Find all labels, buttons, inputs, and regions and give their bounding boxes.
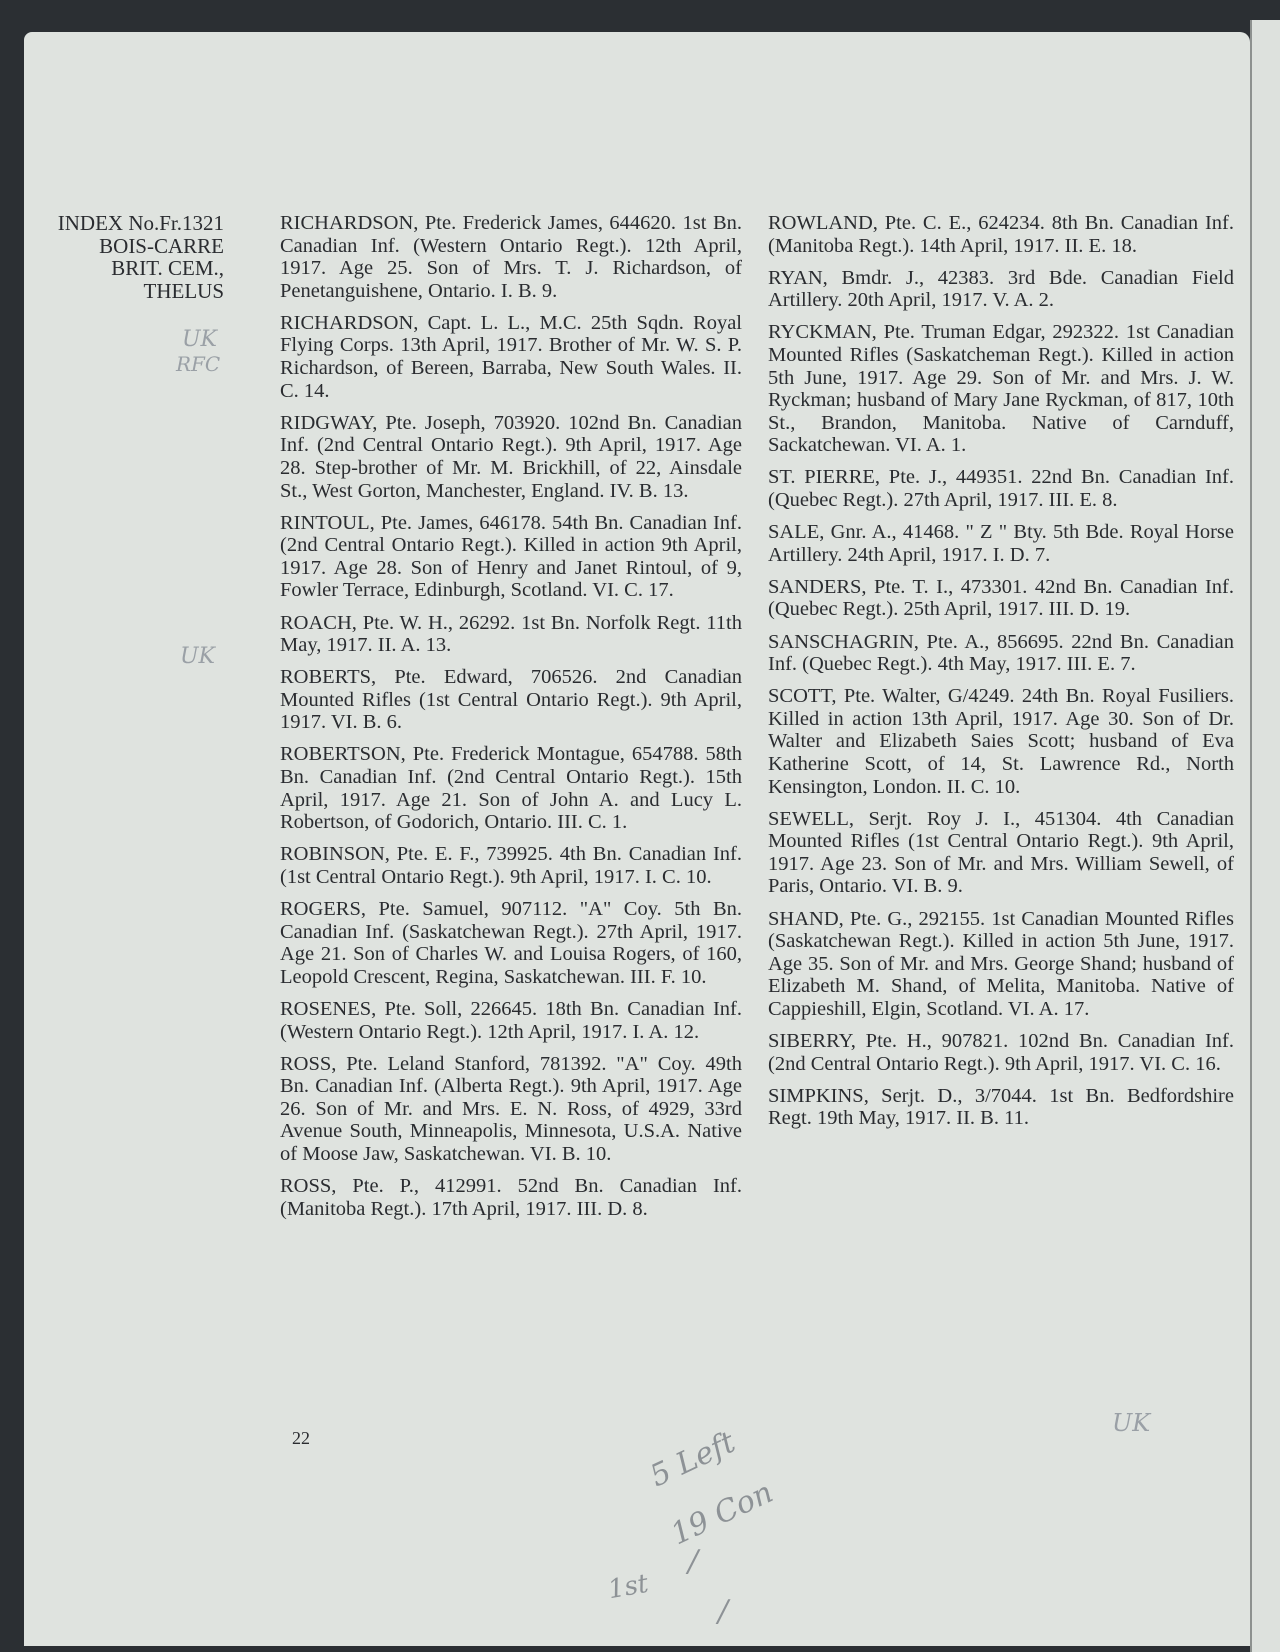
right-column — [768, 212, 1234, 1139]
pencil-annotation: 19 Con — [665, 1474, 779, 1553]
handwritten-note: UK — [182, 327, 217, 352]
index-line: THELUS — [143, 278, 224, 303]
cemetery-index — [58, 212, 224, 302]
pencil-annotation: 1st — [605, 1568, 651, 1606]
casualty-entry: ROBINSON, Pte. E. F., 739925. 4th Bn. Canadian Inf. (1st Central Ontario Regt.). 9th April, 1917. I. C. 10. — [280, 843, 742, 888]
casualty-entry: SANSCHAGRIN, Pte. A., 856695. 22nd Bn. Canadian Inf. (Quebec Regt.). 4th May, 1917. III. E. 7. — [768, 630, 1234, 676]
casualty-entry: ROBERTS, Pte. Edward, 706526. 2nd Canadian Mounted Rifles (1st Central Ontario Regt.). 9th April, 1917. VI. B. 6. — [280, 666, 742, 734]
casualty-entry: SEWELL, Serjt. Roy J. I., 451304. 4th Canadian Mounted Rifles (1st Central Ontario Regt.). 9th April, 1917. Age 23. Son of Mr. and Mrs. William Sewell, of Paris, Ontario. VI. B. 9. — [768, 807, 1234, 898]
casualty-entry: SIMPKINS, Serjt. D., 3/7044. 1st Bn. Bedfordshire Regt. 19th May, 1917. II. B. 11. — [768, 1084, 1234, 1130]
index-line: BOIS-CARRE — [99, 233, 224, 258]
handwritten-note: RFC — [176, 352, 221, 376]
casualty-entry: RYCKMAN, Pte. Truman Edgar, 292322. 1st Canadian Mounted Rifles (Saskatcheman Regt.). Killed in action 5th June, 1917. Age 29. Son of Mr. and Mrs. J. W. Ryckman; husband of Mary Jane Ryckman, of 817, 10th St., Brandon, Manitoba. Native of Carnduff, Sackatchewan. VI. A. 1. — [768, 321, 1234, 457]
casualty-entry: ROWLAND, Pte. C. E., 624234. 8th Bn. Canadian Inf. (Manitoba Regt.). 14th April, 1917. II. E. 18. — [768, 212, 1234, 257]
casualty-entry: SIBERRY, Pte. H., 907821. 102nd Bn. Canadian Inf. (2nd Central Ontario Regt.). 9th April, 1917. VI. C. 16. — [768, 1030, 1234, 1075]
casualty-entry: RINTOUL, Pte. James, 646178. 54th Bn. Canadian Inf. (2nd Central Ontario Regt.). Killed in action 9th April, 1917. Age 28. Son of Henry and Janet Rintoul, of 9, Fowler Terrace, Edinburgh, Scotland. VI. C. 17. — [280, 511, 742, 602]
adjacent-page-edge — [1250, 20, 1280, 1652]
casualty-entry: SHAND, Pte. G., 292155. 1st Canadian Mounted Rifles (Saskatchewan Regt.). Killed in action 5th June, 1917. Age 35. Son of Mr. and Mrs. George Shand; husband of Elizabeth M. Shand, of Melita, Manitoba. Native of Cappieshill, Elgin, Scotland. VI. A. 17. — [768, 907, 1234, 1020]
handwritten-note: UK — [180, 644, 215, 669]
index-line: BRIT. CEM., — [111, 256, 224, 280]
casualty-entry: SCOTT, Pte. Walter, G/4249. 24th Bn. Royal Fusiliers. Killed in action 13th April, 1917. Age 30. Son of Dr. Walter and Elizabeth Saies Scott; husband of Eva Katherine Scott, of 14, St. Lawrence Rd., North Kensington, London. II. C. 10. — [768, 685, 1234, 798]
casualty-entry: ROGERS, Pte. Samuel, 907112. "A" Coy. 5th Bn. Canadian Inf. (Saskatchewan Regt.). 27th April, 1917. Age 21. Son of Charles W. and Louisa Rogers, of 160, Leopold Crescent, Regina, Saskatchewan. III. F. 10. — [280, 898, 742, 988]
document-page — [24, 32, 1250, 1646]
casualty-entry: ROACH, Pte. W. H., 26292. 1st Bn. Norfolk Regt. 11th May, 1917. II. A. 13. — [280, 611, 742, 657]
casualty-entry: RICHARDSON, Capt. L. L., M.C. 25th Sqdn. Royal Flying Corps. 13th April, 1917. Brother of Mr. W. S. P. Richardson, of Bereen, Barraba, New South Wales. II. C. 14. — [280, 311, 742, 402]
pencil-annotation: 5 Left — [644, 1424, 741, 1495]
pencil-annotation: / — [718, 1594, 729, 1629]
handwritten-note: UK — [1112, 1409, 1151, 1437]
casualty-entry: ST. PIERRE, Pte. J., 449351. 22nd Bn. Canadian Inf. (Quebec Regt.). 27th April, 1917. III. E. 8. — [768, 466, 1234, 512]
page-number: 22 — [292, 1428, 310, 1448]
index-line: INDEX No.Fr.1321 — [57, 211, 224, 235]
casualty-entry: RIDGWAY, Pte. Joseph, 703920. 102nd Bn. Canadian Inf. (2nd Central Ontario Regt.). 9th April, 1917. Age 28. Step-brother of Mr. M. Brickhill, of 22, Ainsdale St., West Gorton, Manchester, England. IV. B. 13. — [280, 411, 742, 502]
casualty-entry: ROSS, Pte. P., 412991. 52nd Bn. Canadian Inf. (Manitoba Regt.). 17th April, 1917. III. D. 8. — [280, 1175, 742, 1220]
pencil-annotation: / — [688, 1544, 699, 1579]
casualty-entry: SALE, Gnr. A., 41468. " Z " Bty. 5th Bde. Royal Horse Artillery. 24th April, 1917. I. D. 7. — [768, 521, 1234, 566]
left-column — [280, 212, 742, 1230]
casualty-entry: RICHARDSON, Pte. Frederick James, 644620. 1st Bn. Canadian Inf. (Western Ontario Regt.). 12th April, 1917. Age 25. Son of Mrs. T. J. Richardson, of Penetanguishene, Ontario. I. B. 9. — [280, 212, 742, 302]
casualty-entry: ROSS, Pte. Leland Stanford, 781392. "A" Coy. 49th Bn. Canadian Inf. (Alberta Regt.). 9th April, 1917. Age 26. Son of Mr. and Mrs. E. N. Ross, of 4929, 33rd Avenue South, Minneapolis, Minnesota, U.S.A. Native of Moose Jaw, Saskatchewan. VI. B. 10. — [280, 1052, 742, 1165]
casualty-entry: SANDERS, Pte. T. I., 473301. 42nd Bn. Canadian Inf. (Quebec Regt.). 25th April, 1917. III. D. 19. — [768, 575, 1234, 621]
casualty-entry: RYAN, Bmdr. J., 42383. 3rd Bde. Canadian Field Artillery. 20th April, 1917. V. A. 2. — [768, 266, 1234, 312]
casualty-entry: ROSENES, Pte. Soll, 226645. 18th Bn. Canadian Inf. (Western Ontario Regt.). 12th April, 1917. I. A. 12. — [280, 997, 742, 1043]
casualty-entry: ROBERTSON, Pte. Frederick Montague, 654788. 58th Bn. Canadian Inf. (2nd Central Ontario Regt.). 15th April, 1917. Age 21. Son of John A. and Lucy L. Robertson, of Godorich, Ontario. III. C. 1. — [280, 743, 742, 834]
